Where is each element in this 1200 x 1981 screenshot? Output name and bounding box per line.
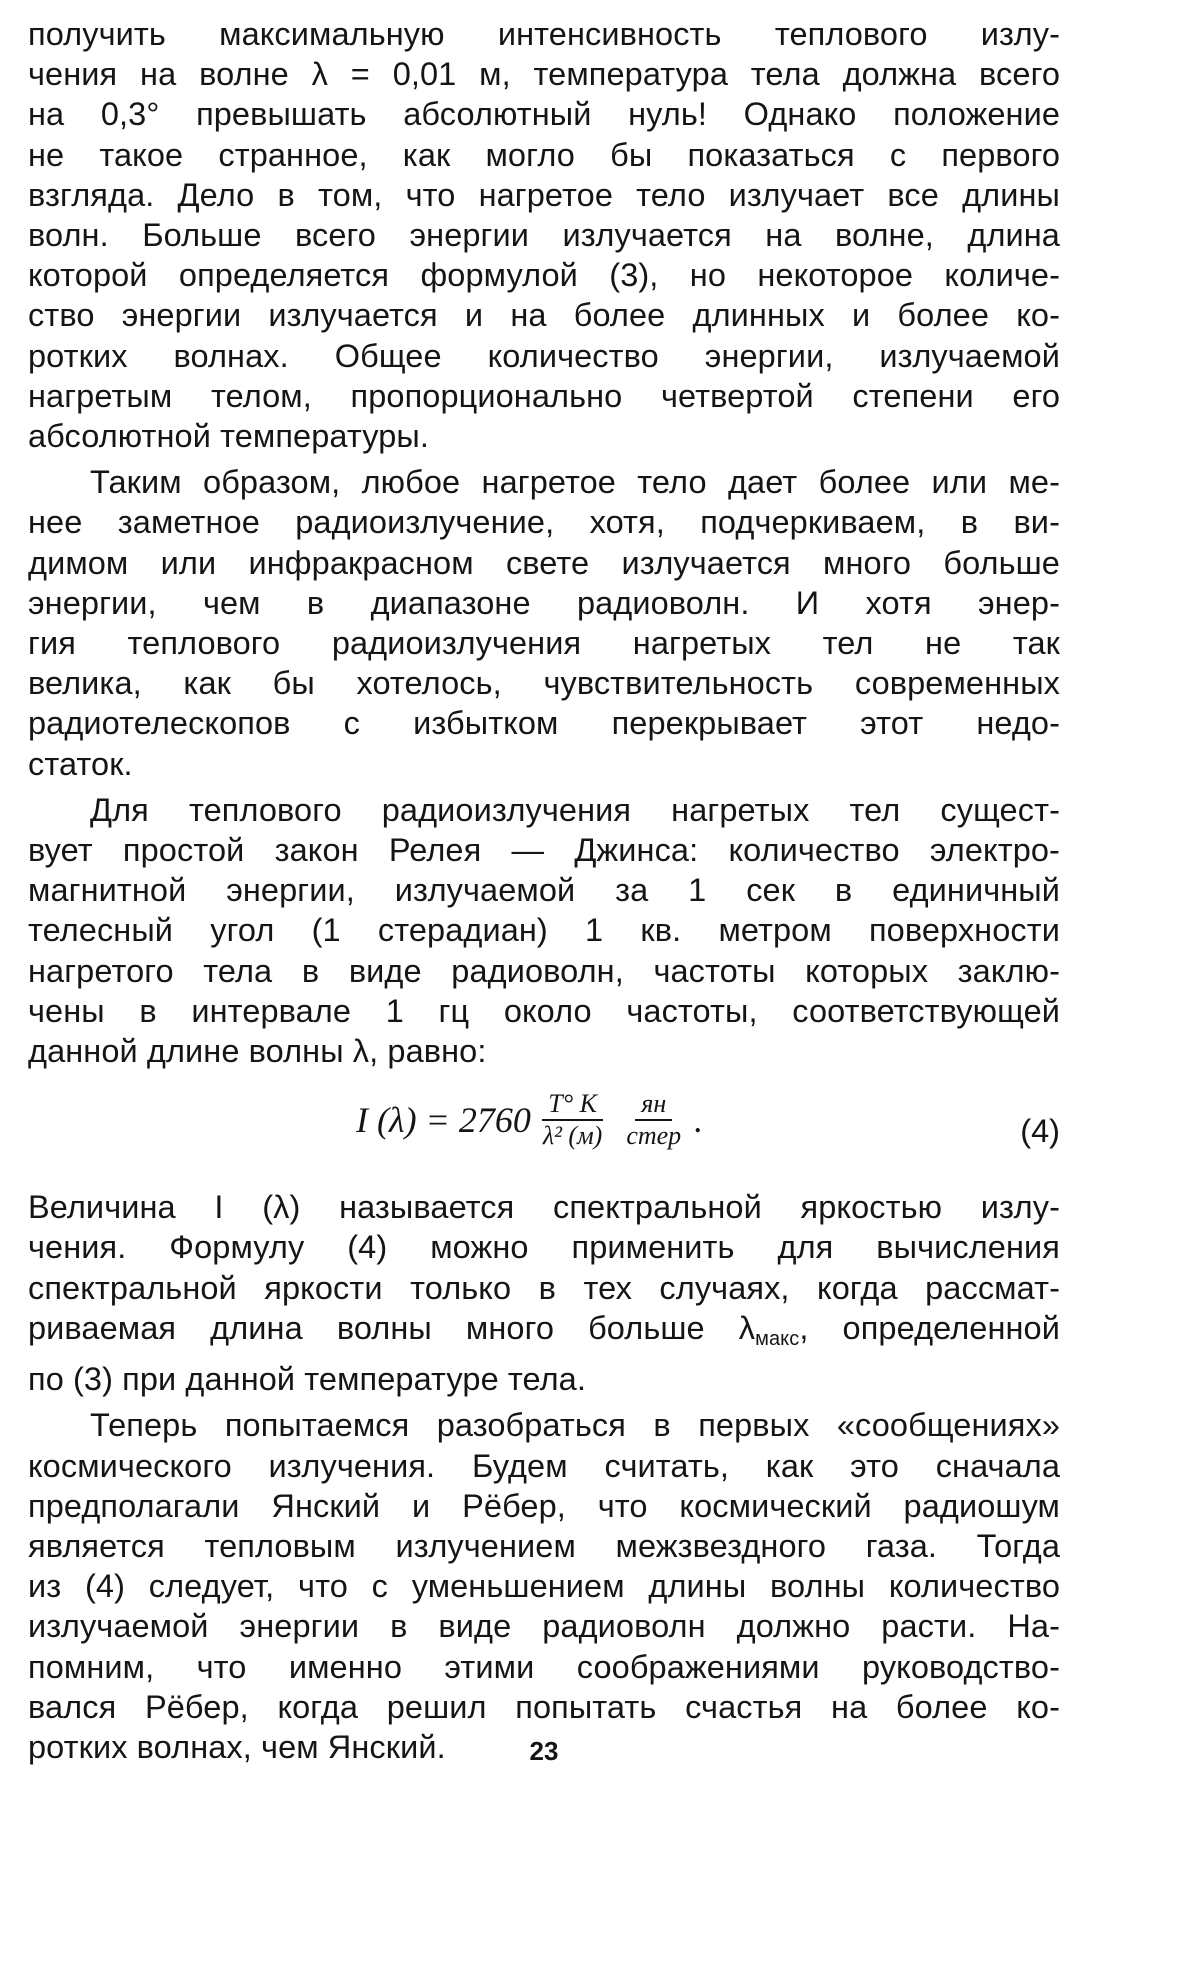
text-line: на 0,3° превышать абсолютный нуль! Однако положение xyxy=(28,96,1060,133)
paragraph-2 xyxy=(28,462,1060,784)
text-line: Теперь попытаемся разобраться в первых «сообщениях» xyxy=(90,1407,1060,1444)
text-line: ротких волнах. Общее количество энергии, излучаемой xyxy=(28,337,1060,374)
formula-lhs: I (λ) = 2760 xyxy=(356,1100,531,1141)
text-line: является тепловым излучением межзвездного газа. Тогда xyxy=(28,1527,1060,1564)
equation-block xyxy=(28,1077,1060,1181)
text-line: взгляда. Дело в том, что нагретое тело излучает все длины xyxy=(28,176,1060,213)
text-line: космического излучения. Будем считать, как это сначала xyxy=(28,1447,1060,1484)
text-line: помним, что именно этими соображениями руководство- xyxy=(28,1648,1060,1685)
book-page xyxy=(28,14,1060,1767)
text-line: нагретым телом, пропорционально четвертой степени его xyxy=(28,377,1060,414)
text-line: ротких волнах, чем Янский. xyxy=(28,1728,446,1765)
text-line: димом или инфракрасном свете излучается много больше xyxy=(28,544,1060,581)
page-number: 23 xyxy=(529,1736,559,1766)
fraction-numerator: T° K xyxy=(542,1089,603,1121)
text-line: нагретого тела в виде радиоволн, частоты которых заклю- xyxy=(28,952,1060,989)
text-line: велика, как бы хотелось, чувствительность современных xyxy=(28,665,1060,702)
text-line: чения. Формулу (4) можно применить для вычисления xyxy=(28,1229,1060,1266)
text-line: излучаемой энергии в виде радиоволн должно расти. На- xyxy=(28,1608,1060,1645)
text-line: статок. xyxy=(28,745,133,782)
text-line: нее заметное радиоизлучение, хотя, подчеркиваем, в ви- xyxy=(28,504,1060,541)
text-line: магнитной энергии, излучаемой за 1 сек в единичный xyxy=(28,872,1060,909)
paragraph-1 xyxy=(28,14,1060,456)
fraction-temperature xyxy=(537,1089,608,1151)
text-line: телесный угол (1 стерадиан) 1 кв. метром поверхности xyxy=(28,912,1060,949)
text-line: вует простой закон Релея — Джинса: количество электро- xyxy=(28,832,1060,869)
text-line: радиотелескопов с избытком перекрывает этот недо- xyxy=(28,705,1060,742)
text-line: чены в интервале 1 гц около частоты, соответствующей xyxy=(28,992,1060,1029)
fraction-units xyxy=(620,1089,687,1151)
formula-terminator: . xyxy=(693,1100,703,1141)
text-line: абсолютной температуры. xyxy=(28,418,429,455)
text-line: Таким образом, любое нагретое тело дает более или ме- xyxy=(90,464,1060,501)
text-line: по (3) при данной температуре тела. xyxy=(28,1361,586,1398)
text-line: спектральной яркости только в тех случаях, когда рассмат- xyxy=(28,1269,1060,1306)
subscript-max: макс xyxy=(755,1327,800,1350)
text-line: Для теплового радиоизлучения нагретых тел сущест- xyxy=(90,791,1060,828)
paragraph-5 xyxy=(28,1405,1060,1767)
text-segment: , определенной xyxy=(799,1309,1060,1346)
text-line: энергии, чем в диапазоне радиоволн. И хотя энер- xyxy=(28,584,1060,621)
formula xyxy=(356,1089,702,1151)
text-line: гия теплового радиоизлучения нагретых тел не так xyxy=(28,625,1060,662)
text-line: вался Рёбер, когда решил попытать счастья на более ко- xyxy=(28,1688,1060,1725)
text-line: получить максимальную интенсивность теплового излу- xyxy=(28,16,1060,52)
paragraph-4 xyxy=(28,1187,1060,1399)
text-line: из (4) следует, что с уменьшением длины волны количество xyxy=(28,1568,1060,1605)
text-line: Величина I (λ) называется спектральной яркостью излу- xyxy=(28,1189,1060,1226)
equation-number: (4) xyxy=(1020,1113,1060,1150)
text-line: данной длине волны λ, равно: xyxy=(28,1033,487,1070)
text-line: волн. Больше всего энергии излучается на волне, длина xyxy=(28,217,1060,254)
fraction-denominator: λ² (м) xyxy=(542,1121,603,1151)
paragraph-3 xyxy=(28,790,1060,1071)
fraction-numerator: ян xyxy=(635,1089,672,1121)
text-line: которой определяется формулой (3), но некоторое количе- xyxy=(28,257,1060,294)
text-line: не такое странное, как могло бы показаться с первого xyxy=(28,136,1060,173)
text-line: чения на волне λ = 0,01 м, температура тела должна всего xyxy=(28,56,1060,93)
text-line: предполагали Янский и Рёбер, что космический радиошум xyxy=(28,1487,1060,1524)
text-line-with-subscript xyxy=(28,1308,1060,1359)
text-line: ство энергии излучается и на более длинных и более ко- xyxy=(28,297,1060,334)
text-segment: риваемая длина волны много больше λ xyxy=(28,1309,756,1346)
fraction-denominator: стер xyxy=(626,1121,682,1151)
